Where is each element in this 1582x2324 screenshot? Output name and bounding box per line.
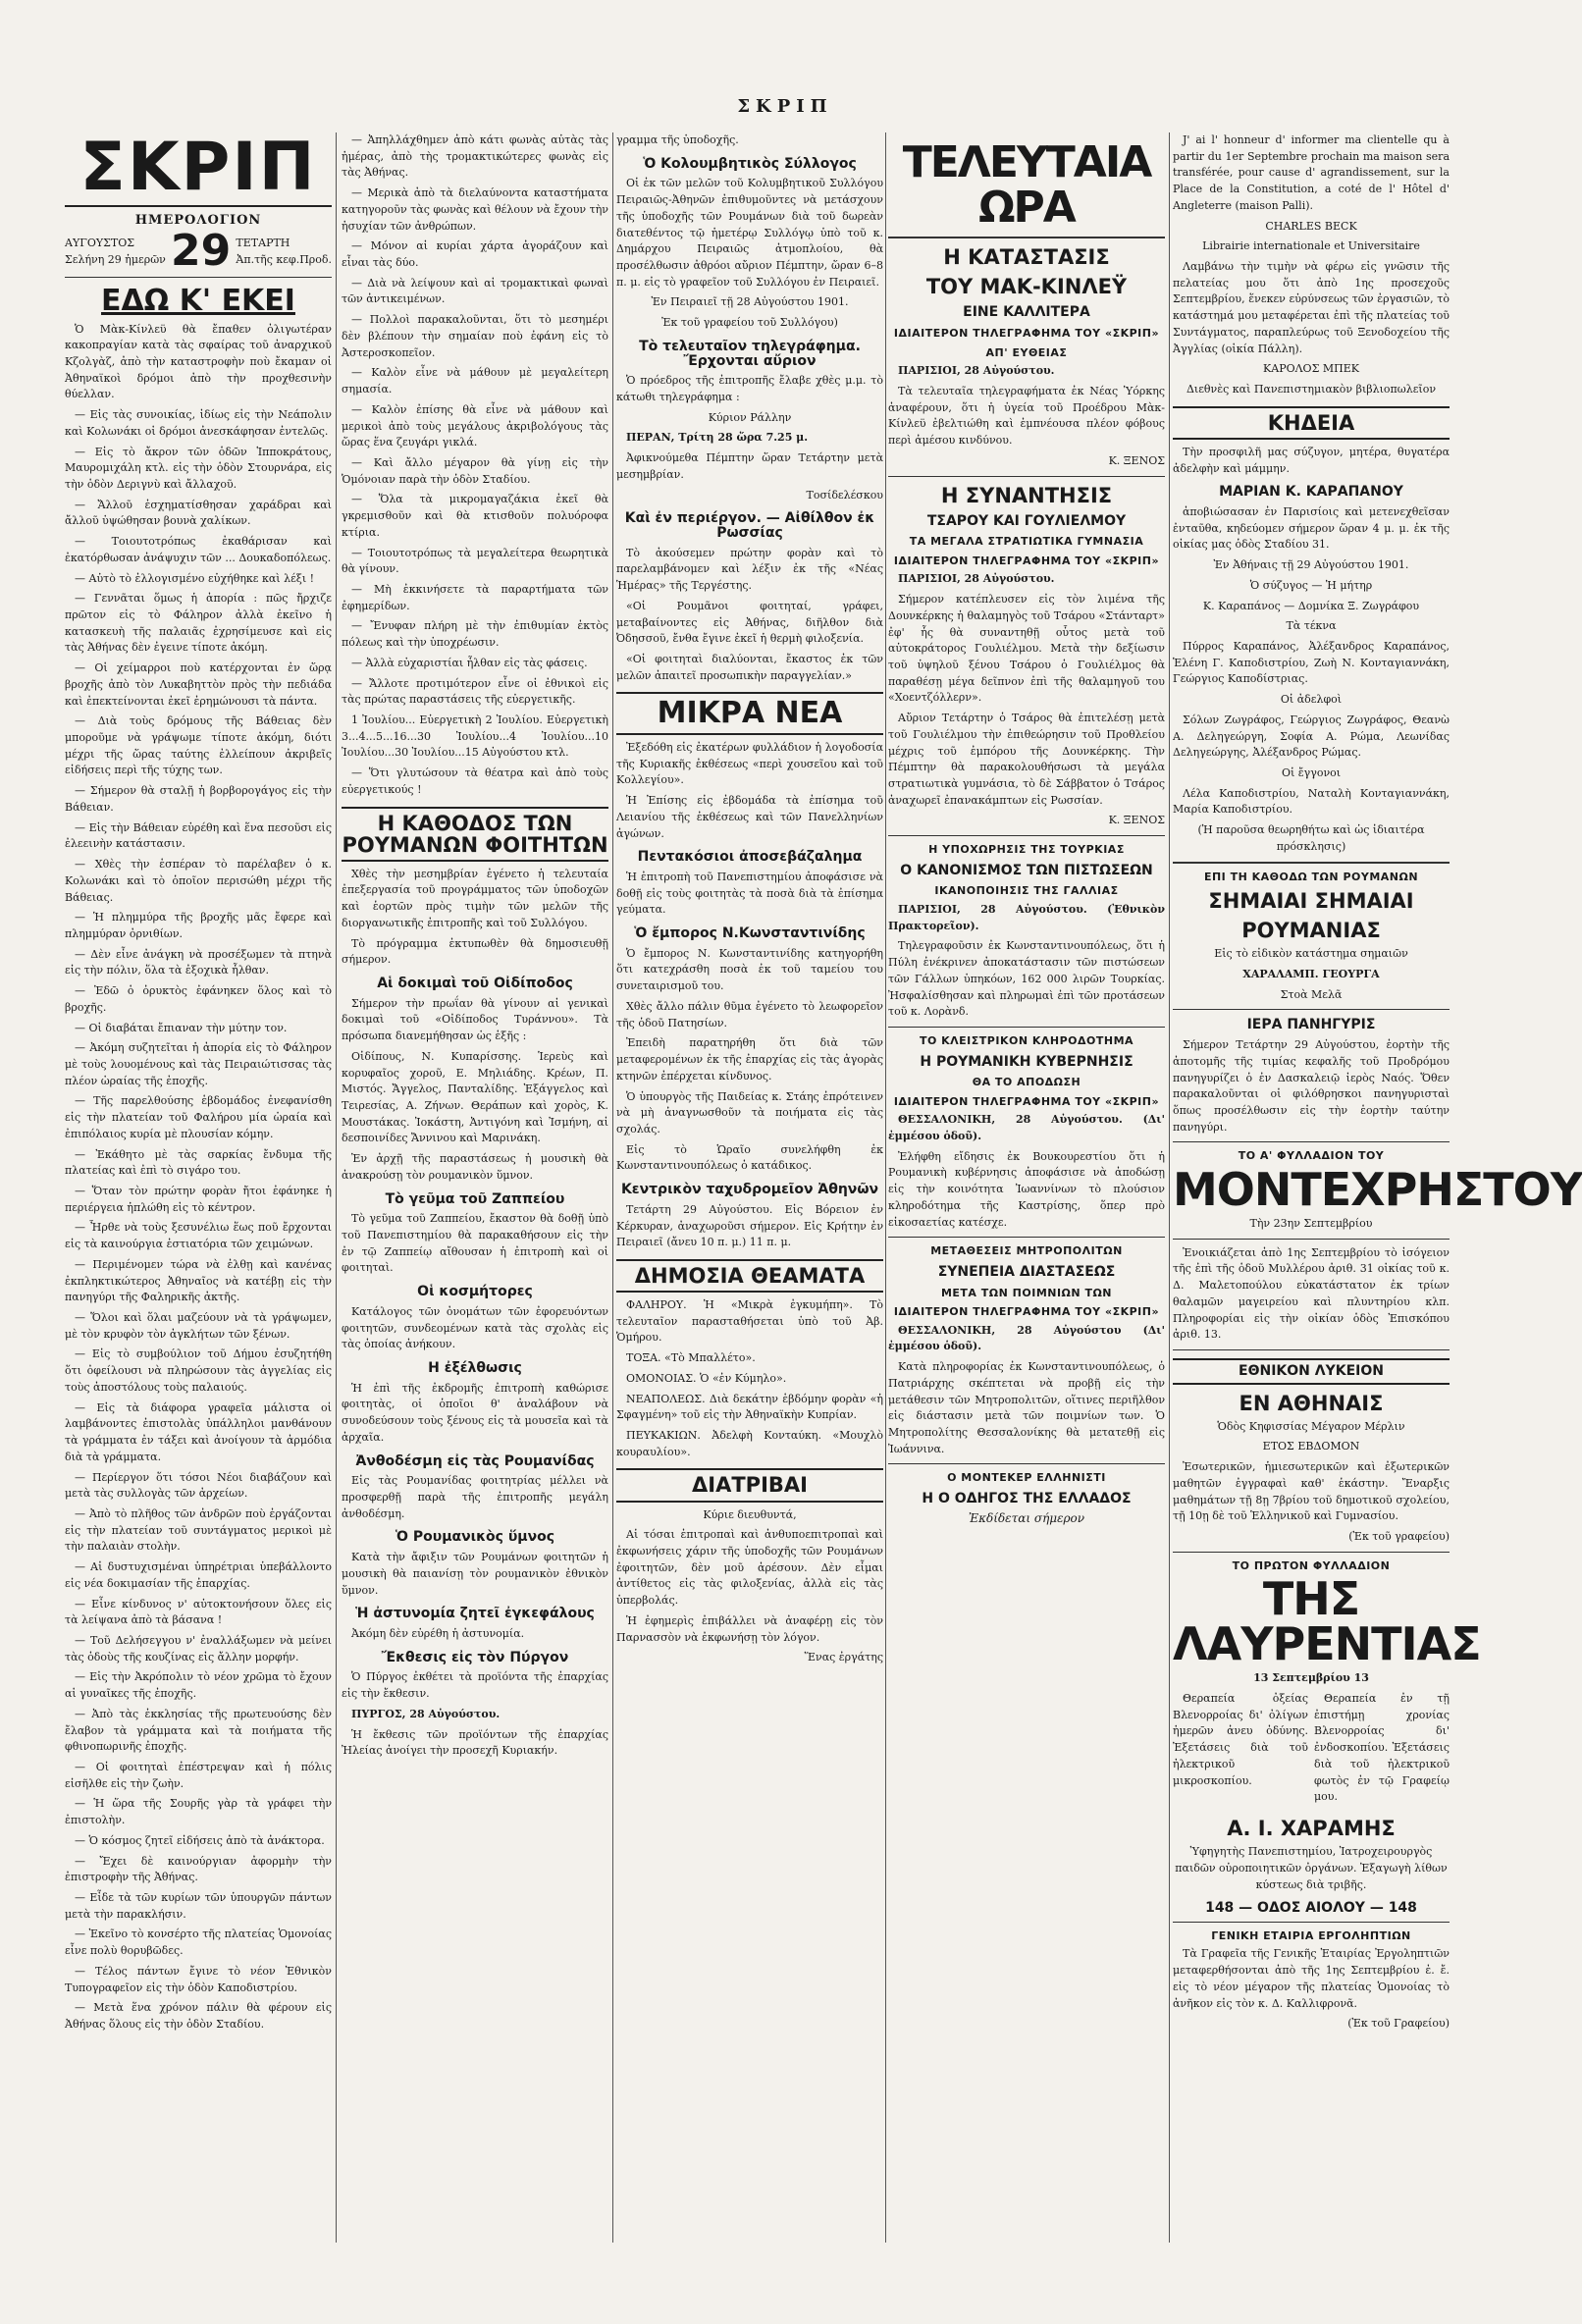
paragraph: Ἡ ἐφημερὶς ἐπιβάλλει νὰ ἀναφέρῃ εἰς τὸν Παρνασσὸν νὰ ἐκφωνήσῃ τὸν λόγον. (616, 1613, 883, 1644)
paragraph: Κύριον Ράλλην (708, 410, 792, 424)
paragraph: Ἀκόμη δὲν εὑρέθη ἡ ἀστυνομία. (351, 1626, 525, 1640)
paragraph: 1 Ἰουλίου... Εὐεργετικὴ 2 Ἰουλίου. Εὐεργετικὴ 3...4...5...16...30 Ἰουλίου...4 Ἰουλίου...10 Ἰουλίου...30 Ἰουλίου...15 Αὐγούστου κτλ. (342, 713, 608, 760)
paragraph: — Εἰς τὴν Βάθειαν εὑρέθη καὶ ἕνα πεσοῦσι εἰς ἐλεεινὴν κατάστασιν. (65, 820, 332, 851)
paragraph: — Περιμένομεν τώρα νὰ ἐλθῃ καὶ κανένας ἐκπληκτικώτερος Ἀθηναῖος νὰ κατέβῃ εἰς τὴν πανηγύρι τῆς Φαληρικῆς ἀκτῆς. (65, 1257, 332, 1304)
ad-signature: (Ἐκ τοῦ γραφείου) (1348, 1530, 1450, 1544)
rule (888, 1027, 1165, 1028)
ad-text: Στοὰ Μελᾶ (1280, 987, 1343, 1001)
paragraph: — Ἔχει δὲ καινούργιαν ἀφορμὴν τὴν ἐπιστροφὴν τῆς Ἀθήνας. (65, 1854, 332, 1884)
paragraph: — Ὅτι γλυτώσουν τὰ θέατρα καὶ ἀπὸ τοὺς εὐεργετικούς ! (342, 766, 608, 796)
paragraph: Τὸ γεῦμα τοῦ Ζαππείου, ἔκαστον θὰ δοθῇ ὑπὸ τοῦ Πανεπιστημίου θὰ παρακαθήσουν εἰς τὴν ἐν τῷ Ζαππείῳ αἴθουσαν ἡ ἐπιτροπὴ καὶ οἱ φοιτηταὶ. (342, 1212, 608, 1275)
article-heading: ΤΟΥ ΜΑΚ-ΚΙΝΛΕΫ (925, 275, 1128, 299)
funeral-date: Ἐν Ἀθήναις τῇ 29 Αὐγούστου 1901. (1213, 558, 1409, 572)
subheading: Τὸ τελευταῖον τηλεγράφημα. Ἔρχονται αὔριον (639, 338, 861, 369)
funeral-text: Οἱ ἀδελφοὶ (1280, 693, 1343, 707)
paragraph: — Οἱ διαβάται ἔπιαναν τὴν μύτην τον. (75, 1021, 288, 1034)
calendar-weekday: ΤΕΤΑΡΤΗ (236, 237, 290, 249)
paragraph: — Εἰς τὰς συνοικίας, ἰδίως εἰς τὴν Νεάπολιν καὶ Κολωνάκι οἱ δρόμοι ἀνεσκάφησαν ἐντελῶς. (65, 408, 332, 438)
signature: Κ. ΞΕΝΟΣ (1108, 453, 1165, 467)
ad-text: Ἐνοικιάζεται ἀπὸ 1ης Σεπτεμβρίου τὸ ἰσόγειον τῆς ἐπὶ τῆς ὁδοῦ Μυλλέρου ἀριθ. 31 οἰκίας τοῦ κ. Δ. Μαλετοπούλου εὐκατάστατον ἐκ τρίων θαλαμῶν μαγειρείου καὶ πλυντηρίου κλπ. Πληροφορίαι εἰς τὴν οἰκίαν ὁδὸς Ἐπισκόπου ἀριθ. 13. (1173, 1245, 1450, 1342)
paragraph: Ἐπειδὴ παρατηρήθη ὅτι διὰ τῶν μεταφερομένων ἐκ τῆς ἐπαρχίας εἰς τὰς ἀγορὰς κτηνῶν ἐπέρχεται κίνδυνος. (616, 1036, 883, 1083)
calendar-saint: Ἀπ.τῆς κεφ.Προδ. (236, 253, 332, 266)
paragraph: Ἐν ἀρχῇ τῆς παραστάσεως ἡ μουσικὴ θὰ ἀνακρούσῃ τὸν ρουμανικὸν ὕμνον. (342, 1152, 608, 1182)
subheading: Ἡ ἀστυνομία ζητεῖ ἐγκεφάλους (355, 1606, 595, 1622)
paragraph: — Εἰς τὸ ἄκρον τῶν ὁδῶν Ἱπποκράτους, Μαυρομιχάλη κτλ. εἰς τὴν ὁδὸν Στουρνάρα, εἰς τὴν ὁδὸν Δεριγνὺ καὶ ἄλλαχοῦ. (65, 445, 332, 491)
paragraph: — Ἀπηλλάχθημεν ἀπὸ κάτι φωνὰς αὐτὰς τὰς ἡμέρας, ἀπὸ τὴς τρομακτικώτερες φωνὰς εἰς τὰς Ἀθήνας. (342, 133, 608, 180)
ad-heading: ΤΟ ΠΡΩΤΟΝ ΦΥΛΛΑΔΙΟΝ (1232, 1558, 1391, 1572)
ad-text: Τὰ Γραφεῖα τῆς Γενικῆς Ἑταιρίας Ἐργοληπτιῶν μεταφερθήσονται ἀπὸ τῆς 1ης Σεπτεμβρίου ἐ. ἔ. εἰς τὸ νέον μέγαρον τῆς πλατείας Ὁμονοίας τὸ ἀνῆκον εἰς τὸν κ. Δ. Καλλιφρονᾶ. (1173, 1947, 1450, 2010)
ad-text: ΧΑΡΑΛΑΜΠ. ΓΕΟΥΡΓΑ (1242, 967, 1380, 980)
funeral-text: (Ἡ παροῦσα θεωρηθήτω καὶ ὡς ἰδιαιτέρα πρόσκλησις) (1197, 823, 1425, 853)
paragraph: — Περίεργον ὅτι τόσοι Νέοι διαβάζουν καὶ μετὰ τὰς συλλογὰς τῶν ἀρχείων. (65, 1470, 332, 1501)
rule (888, 476, 1165, 477)
paragraph: — Μὴ ἐκκινήσετε τὰ παραρτήματα τῶν ἐφημερίδων. (342, 582, 608, 612)
article-heading: ΜΙΚΡΑ ΝΕΑ (616, 692, 883, 735)
ad-text: Σήμερον Τετάρτην 29 Αὐγούστου, ἑορτὴν τῆς ἀποτομῆς τῆς τιμίας κεφαλῆς τοῦ Προδρόμου πανηγυρίζει ὁ ἐν Δασκαλειῷ ἱερὸς Ναός. Ὅθεν παρακαλοῦνται οἱ φιλόθρησκοι πανηγυρισταὶ ὅπως προσέλθωσιν εἰς τὴν ἑορτὴν ταύτην πανηγύρι. (1173, 1038, 1450, 1134)
paragraph: — Ὅταν τὸν πρώτην φορὰν ἤτοι ἐφάνηκε ἡ περιέργεια ἠπλώθη εἰς τὸ κέντρον. (65, 1185, 332, 1214)
funeral-text: Ὁ σύζυγος — Ἡ μήτηρ (1249, 578, 1373, 592)
calendar-moon: Σελήνη 29 ἡμερῶν (65, 253, 166, 266)
article-heading: Η ΥΠΟΧΩΡΗΣΙΣ ΤΗΣ ΤΟΥΡΚΙΑΣ (928, 843, 1125, 857)
ad-text: Ὑφηγητὴς Πανεπιστημίου, Ἰατροχειρουργὸς παιδῶν οὐροποιητικῶν ὀργάνων. Ἐξαγωγὴ λίθων κύστεως διὰ τριβῆς. (1175, 1845, 1448, 1891)
ad-text: Θεραπεία ἐν τῇ ἐπιστήμῃ χρονίας Βλενορροίας δι' ἐνδοσκοπίου. Ἐξετάσεις διὰ τοῦ ἠλεκτρικοῦ φωτὸς ἐν τῷ Γραφείῳ μου. (1314, 1692, 1450, 1804)
article-heading: ΜΕΤΑΘΕΣΕΙΣ ΜΗΤΡΟΠΟΛΙΤΩΝ (930, 1244, 1123, 1258)
column-rule (1169, 132, 1170, 2243)
ad-two-column (1173, 1691, 1450, 1810)
section-heading: ΤΕΛΕΥΤΑΙΑ ΩΡΑ (902, 137, 1151, 234)
rule (1173, 1349, 1450, 1350)
paragraph: Κατάλογος τῶν ὀνομάτων τῶν ἐφορευόντων φοιτητῶν, συνδεομένων κατὰ τὰς σχολὰς εἰς τὰς ὁποίας ἀνήκουν. (342, 1304, 608, 1351)
paragraph: — Μερικὰ ἀπὸ τὰ διελαύνοντα καταστήματα κατηγοροῦν τὰς φωνὰς καὶ θέλουν νὰ ἔχουν τὴν ἡσυχίαν τῶν ἀνθρώπων. (342, 186, 608, 233)
ad-signature: (Ἐκ τοῦ Γραφείου) (1347, 2017, 1450, 2031)
article-heading: Η ΚΑΘΟΔΟΣ ΤΩΝ ΡΟΥΜΑΝΩΝ ΦΟΙΤΗΤΩΝ (342, 807, 608, 862)
funeral-text: Τὰ τέκνα (1286, 619, 1337, 633)
subheading: Ὁ Κολουμβητικὸς Σύλλογος (643, 155, 857, 172)
ad-heading: ΣΗΜΑΙΑΙ ΣΗΜΑΙΑΙ (1208, 889, 1414, 914)
paragraph: Ἡ ἐπὶ τῆς ἐκδρομῆς ἐπιτροπὴ καθώρισε φοιτητὰς, οἱ ὁποῖοι θ' ἀναλάβουν νὰ συνοδεύσουν τοὺς ξένους εἰς τὰ μουσεῖα καὶ τὰ ἀρχαῖα. (342, 1381, 608, 1444)
signature: Ἕνας ἐργάτης (804, 1651, 883, 1664)
rule (1173, 1009, 1450, 1010)
telegram-label: ΑΠ' ΕΥΘΕΙΑΣ (985, 345, 1068, 359)
article-heading: ΘΑ ΤΟ ΑΠΟΔΩΣΗ (972, 1076, 1081, 1089)
funeral-name: ΜΑΡΙΑΝ Κ. ΚΑΡΑΠΑΝΟΥ (1219, 484, 1403, 501)
funeral-text: Σόλων Ζωγράφος, Γεώργιος Ζωγράφος, Θεανὼ Α. Δεληγεώργη, Σοφία Α. Ρώμα, Λεωνίδας Δεληγεώργης, Ἀλέξανδρος Ρώμας. (1173, 713, 1450, 760)
rule (1173, 1141, 1450, 1142)
article-heading: ΜΕΤΑ ΤΩΝ ΠΟΙΜΝΙΩΝ ΤΩΝ (940, 1286, 1113, 1299)
telegram-label: ΙΔΙΑΙΤΕΡΟΝ ΤΗΛΕΓΡΑΦΗΜΑ ΤΟΥ «ΣΚΡΙΠ» (893, 554, 1160, 567)
paragraph: Χθὲς ἄλλο πάλιν θῦμα ἐγένετο τὸ λεωφορεῖον τῆς ὁδοῦ Πατησίων. (616, 999, 883, 1030)
notice-signature: Διεθνὲς καὶ Πανεπιστημιακὸν βιβλιοπωλεῖον (1186, 383, 1437, 396)
funeral-text: Οἱ ἔγγονοι (1281, 766, 1342, 780)
calendar-month: ΑΥΓΟΥΣΤΟΣ (65, 237, 135, 249)
ad-heading: ΙΕΡΑ ΠΑΝΗΓΥΡΙΣ (1246, 1017, 1376, 1033)
paragraph: — Δὲν εἶνε ἀνάγκη νὰ προσέξωμεν τὰ πτηνὰ εἰς τὴν πόλιν, ὅλα τὰ ἐξοχικὰ ἦλθαν. (65, 947, 332, 977)
paragraph: — Αἱ δυστυχισμέναι ὑπηρέτριαι ὑπεβάλλοντο εἰς νέα δοκιμασίαν τῆς ἐπαρχίας. (65, 1560, 332, 1590)
paragraph: — Χθὲς τὴν ἑσπέραν τὸ παρέλαβεν ὁ κ. Κολωνάκι καὶ τὸ ὁποῖον περισώθη μέχρι τῆς Βάθειας. (65, 858, 332, 904)
paragraph: γραμμα τῆς ὑποδοχῆς. (616, 133, 739, 146)
paragraph: Ἡ ἔκθεσις τῶν προϊόντων τῆς ἐπαρχίας Ἠλείας ἀνοίγει τὴν προσεχῆ Κυριακήν. (342, 1727, 608, 1758)
ad-heading: ΕΘΝΙΚΟΝ ΛΥΚΕΙΟΝ (1173, 1358, 1450, 1385)
masthead: ΣΚΡΙΠ (65, 134, 332, 207)
column-rule (885, 132, 886, 2243)
telegram-label: ΙΔΙΑΙΤΕΡΟΝ ΤΗΛΕΓΡΑΦΗΜΑ ΤΟΥ «ΣΚΡΙΠ» (893, 1305, 1160, 1319)
dateline: ΠΥΡΓΟΣ, 28 Αὐγούστου. (351, 1707, 501, 1720)
dateline: ΘΕΣΣΑΛΟΝΙΚΗ, 28 Αὐγούστου. (Δι' ἐμμέσου ὁδοῦ). (888, 1113, 1165, 1143)
article-heading: ΤΟ ΚΛΕΙΣΤΡΙΚΟΝ ΚΛΗΡΟΔΟΤΗΜΑ (919, 1033, 1134, 1047)
notice-greek: Λαμβάνω τὴν τιμὴν νὰ φέρω εἰς γνῶσιν τῆς πελατείας μου ὅτι ἀπὸ 1ης προσεχοῦς Σεπτεμβρίου, ἕνεκεν εὐρύνσεως τῶν ἐργασιῶν, τὸ κατάστημά μου μεταφέρεται ἐπὶ τῆς πλατείας τοῦ Συντάγματος, παραπλεύρως τοῦ Ξενοδοχείου τῆς Ἀγγλίας (οἰκία Πάλλη). (1173, 260, 1450, 355)
paragraph: — Εἰς τὸ συμβούλιον τοῦ Δήμου ἐσυζητήθη ὅτι ὀφείλουσι νὰ πληρώσουν τὰς ἀγγελίας εἰς τοὺς ἀποστόλους τοὺς παλαιούς. (65, 1347, 332, 1394)
paragraph: — Καλὸν ἐπίσης θὰ εἶνε νὰ μάθουν καὶ μερικοὶ ἀπὸ τοὺς μεγάλους ἀκριβολόγους τὰς ὥρας ἕνα ζευγάρι γικλά. (342, 402, 608, 449)
paragraph: — Ἄλλοῦ ἐσχηματίσθησαν χαράδραι καὶ ἄλλοῦ ὑψώθησαν βουνὰ χαλίκων. (65, 498, 332, 528)
notice-french: J' ai l' honneur d' informer ma clientelle qu à partir du 1er Septembre prochain ma maison sera transférée, pour cause d' agrandissement, sur la Place de la Constitution, a coté de l' Hôtel d' Angleterre (maison Palli). (1173, 133, 1450, 212)
subheading: Ἀνθοδέσμη εἰς τὰς Ρουμανίδας (355, 1452, 595, 1469)
funeral-text: Πύρρος Καραπάνος, Ἀλέξανδρος Καραπάνος, Ἑλένη Γ. Καποδιστρίου, Ζωὴ Ν. Κονταγιαννάκη, Γεώργιος Καποδίστριας. (1173, 639, 1450, 686)
column-1 (65, 129, 332, 2037)
notice-signature: ΚΑΡΟΛΟΣ ΜΠΕΚ (1263, 362, 1359, 376)
funeral-heading: ΚΗΔΕΙΑ (1173, 406, 1450, 440)
funeral-text: Τὴν προσφιλῆ μας σύζυγον, μητέρα, θυγατέρα ἀδελφὴν καὶ μάμμην. (1173, 445, 1450, 475)
article-heading: Ο ΚΑΝΟΝΙΣΜΟΣ ΤΩΝ ΠΙΣΤΩΣΕΩΝ (900, 862, 1153, 878)
paragraph: — Γεννᾶται ὅμως ἡ ἀπορία : πῶς ἤρχιζε πρῶτον εἰς τὸ Φάληρον ἀλλὰ ἐκεῖνο ἡ κατασκευὴ τῆς παλαιᾶς ἐχρησίμευσε καὶ εἰς τὰς Ἀθήνας δὲν ἐγεινε τίποτε ἀκόμη. (65, 592, 332, 655)
article-heading: Η ΚΑΤΑΣΤΑΣΙΣ (943, 245, 1110, 270)
paragraph: — Τοιουτοτρόπως ἐκαθάρισαν καὶ ἐκατόρθωσαν ἀνάψυχιν τῶν ... Δουκαδοπόλεως. (65, 535, 332, 564)
article-heading: Η ΣΥΝΑΝΤΗΣΙΣ (940, 483, 1113, 507)
paragraph: — Σήμερον θὰ σταλῇ ἡ βορβορογάγος εἰς τὴν Βάθειαν. (65, 784, 332, 814)
column-3 (616, 132, 883, 1670)
article-heading: Η ΡΟΥΜΑΝΙΚΗ ΚΥΒΕΡΝΗΣΙΣ (920, 1053, 1134, 1070)
paragraph: Ὁ πρόεδρος τῆς ἐπιτροπῆς ἔλαβε χθὲς μ.μ. τὸ κάτωθι τηλεγράφημα : (616, 374, 883, 403)
signature: Κ. ΞΕΝΟΣ (1108, 814, 1165, 827)
subheading: Η ἐξέλθωσις (428, 1360, 522, 1376)
paragraph: Σήμερον κατέπλευσεν εἰς τὸν λιμένα τῆς Δουνκέρκης ἡ θαλαμηγὸς τοῦ Τσάρου «Στάνταρτ» ἐφ' ἧς θὰ συναντηθῇ οὗτος μετὰ τοῦ αὐτοκράτορος Γουλιέλμου. Μετὰ τὴν δεξίωσιν τοῦ ὑψηλοῦ ξένου Τσάρου ὁ Γουλιέλμος θὰ παραθέσῃ μέγα δεῖπνον ἐπὶ τῆς θαλαμηγοῦ του «Χοεντζόλλερν». (888, 593, 1165, 705)
signature: Ἐκ τοῦ γραφείου τοῦ Συλλόγου) (661, 316, 838, 330)
rule (1173, 1922, 1450, 1923)
paragraph: Οἰδίπους, Ν. Κυπαρίσσης. Ἱερεὺς καὶ κορυφαῖος χοροῦ, Ε. Μηλιάδης. Κρέων, Π. Μιστός. Ἄγγελος, Πανταλίδης. Ἐξάγγελος καὶ Τειρεσίας, Α. Ζήνων. Θεράπων καὶ χορὸς, Κ. Μουστάκας. Ἰοκάστη, Ἀντιγόνη καὶ Ἰσμήνη, αἱ δεσποινίδες Ἄννινου καὶ Μαρινάκη. (342, 1049, 608, 1145)
rule (888, 237, 1165, 238)
paragraph: Ὁ Πύργος ἐκθέτει τὰ προϊόντα τῆς ἐπαρχίας εἰς τὴν ἔκθεσιν. (342, 1670, 608, 1701)
subheading: Ὁ ἔμπορος Ν.Κωνσταντινίδης (634, 925, 866, 942)
ad-heading: ΕΠΙ ΤΗ ΚΑΘΟΔΩ ΤΩΝ ΡΟΥΜΑΝΩΝ (1203, 870, 1419, 883)
paragraph: — Διὰ τοὺς δρόμους τῆς Βάθειας δὲν μποροῦμε νὰ γράψωμε τίποτε ἀκόμη, διότι μέχρι τῆς ὥρας ταύτης ἐλλείπουν ἀκριβεῖς εἰδήσεις περὶ τῆς τύχης των. (65, 714, 332, 777)
ad-heading-large: ΤΗΣ ΛΑΥΡΕΝΤΙΑΣ (1173, 1572, 1481, 1671)
paragraph: Εἰς τὰς Ρουμανίδας φοιτητρίας μέλλει νὰ προσφερθῇ παρὰ τῆς ἐπιτροπῆς μεγάλη ἀνθοδέσμη. (342, 1474, 608, 1520)
ad-text: Ἐσωτερικῶν, ἡμιεσωτερικῶν καὶ ἐξωτερικῶν μαθητῶν ἐγγραφαὶ καθ' ἑκάστην. Ἔναρξις μαθημάτων τῇ 8ῃ 7βρίου τοῦ δημοτικοῦ σχολείου, τῇ 10ῃ δὲ τοῦ Ἑλληνικοῦ καὶ Γυμνασίου. (1173, 1460, 1450, 1523)
paragraph: Ἡ Ἐπίσης εἰς ἐβδομάδα τὰ ἐπίσημα τοῦ Λειανίου τῆς ἐκθέσεως καὶ τῶν Πανελληνίων ἀγώνων. (616, 794, 883, 840)
article-heading: ΙΚΑΝΟΠΟΙΗΣΙΣ ΤΗΣ ΓΑΛΛΙΑΣ (934, 884, 1119, 898)
calendar-title: ΗΜΕΡΟΛΟΓΙΟΝ (134, 213, 262, 228)
signature: Τοσίδελέσκου (806, 488, 883, 502)
paragraph: Τηλεγραφοῦσιν ἐκ Κωνσταντινουπόλεως, ὅτι ἡ Πύλη ἐνέκρινεν ἀποκατάστασιν τῶν πιστώσεων τῶν Γάλλων ὑπηκόων, 162 000 λιρῶν Τουρκίας. Ἠσφαλίσθησαν καὶ πληρωμαὶ ἐπὶ τῶν προτάσεων τοῦ κ. Λορὰνδ. (888, 939, 1165, 1019)
paragraph: — Ἀκόμη συζητεῖται ἡ ἀπορία εἰς τὸ Φάληρον μὲ τοὺς λουομένους καὶ τὰς Πειραιώτισσας τὰς πλέον ὡραίας τῆς ἐποχῆς. (65, 1041, 332, 1087)
paragraph: Ἐλήφθη εἴδησις ἐκ Βουκουρεστίου ὅτι ἡ Ρουμανικὴ κυβέρνησις ἀποφάσισε νὰ ἀποδώσῃ εἰς τὴν κοινότητα Ἰωαννίνων τὸ πλούσιον κληροδότημα τῆς Καστρίσης, ὅπερ πρὸ εἰκοσαετίας κατέσχε. (888, 1149, 1165, 1229)
subheading: Τὸ γεῦμα τοῦ Ζαππείου (385, 1190, 565, 1207)
telegram-label: ΙΔΙΑΙΤΕΡΟΝ ΤΗΛΕΓΡΑΦΗΜΑ ΤΟΥ «ΣΚΡΙΠ» (893, 327, 1160, 341)
article-heading: ΤΣΑΡΟΥ ΚΑΙ ΓΟΥΛΙΕΛΜΟΥ (926, 512, 1127, 529)
paragraph: Κατὰ πληροφορίας ἐκ Κωνσταντινουπόλεως, ὁ Πατριάρχης σκέπτεται νὰ προβῇ εἰς τὴν μετάθεσιν τῶν Μητροπολιτῶν, οἵτινες περιῆλθον εἰς διάστασιν μετὰ τῶν ποιμνίων των. Ὁ Μητροπολίτης Θεσσαλονίκης θὰ μετατεθῇ εἰς Ἰωάννινα. (888, 1360, 1165, 1455)
ad-text: Ὁδὸς Κηφισσίας Μέγαρον Μέρλιν (1217, 1419, 1405, 1433)
paragraph: Ὁ Μὰκ-Κίνλεϋ θὰ ἔπαθεν ὀλιγωτέραν κακοπραγίαν κατὰ τὰς σφαίρας τοῦ ἀναρχικοῦ Κζολγὰζ, ἀπὸ τὴν καταστροφὴν ποὺ ἔκαμαν οἱ Ἀθηναϊκοὶ δρόμοι ἀπὸ τὴν προχθεσινὴν θύελλαν. (65, 322, 332, 401)
paragraph: ΦΑΛΗΡΟΥ. Ἡ «Μικρὰ ἐγκυμήπη». Τὸ τελευταῖον παρασταθήσεται ὑπὸ τοῦ Ἀβ. Ὁμήρου. (616, 1297, 883, 1345)
paragraph: Τὸ πρόγραμμα ἐκτυπωθὲν θὰ δημοσιευθῇ σήμερον. (342, 936, 608, 967)
paragraph: — Ἔνυφαν πλήρη μὲ τὴν ἐπιθυμίαν ἐκτὸς πόλεως καὶ τὴν ὑποχρέωσιν. (342, 619, 608, 650)
paragraph: ΝΕΑΠΟΛΕΩΣ. Διὰ δεκάτην ἑβδόμην φορὰν «ἡ Σφαγμένη» τοῦ εἰς τὴν Ἀθηναϊκὴν Κυπρίαν. (616, 1392, 883, 1422)
paragraph: — Καὶ ἄλλο μέγαρον θὰ γίνῃ εἰς τὴν Ὁμόνοιαν παρὰ τὴν ὁδὸν Σταδίου. (342, 455, 608, 486)
subheading: Καὶ ἐν περιέργον. — Αἰθίλθον ἐκ Ρωσσίας (624, 510, 875, 541)
paragraph: — Τοιουτοτρόπως τὰ μεγαλείτερα θεωρητικὰ θὰ γίνουν. (342, 546, 608, 576)
notice-signature: CHARLES BECK (1265, 219, 1357, 233)
calendar-day: 29 (171, 226, 232, 276)
paragraph: Αἱ τόσαι ἐπιτροπαὶ καὶ ἀνθυποεπιτροπαὶ καὶ ἐκφωνήσεις χάριν τῆς ὑποδοχῆς τῶν Ρουμάνων ἐφοιτητῶν, δὲν μοῦ ἀρέσουν. Δὲν εἶμαι ἀντίθετος εἰς τὰς φιλοξενίας, ἀλλὰ εἰς τὰς ὑπερβολάς. (616, 1528, 883, 1608)
paragraph: Τὸ ἀκούσεμεν πρώτην φορὰν καὶ τὸ παρελαμβάνομεν καὶ λέξιν ἐκ τῆς «Νέας Ἡμέρας» τῆς Τεργέστης. (616, 546, 883, 593)
paragraph: — Ἀπὸ τὸ πλῆθος τῶν ἀνδρῶν ποὺ ἐργάζονται εἰς τὴν πλατείαν τοῦ συντάγματος μερικοὶ μὲ τὴν παλαιὰν στολὴν. (65, 1506, 332, 1554)
paragraph: Οἱ ἐκ τῶν μελῶν τοῦ Κολυμβητικοῦ Συλλόγου Πειραιῶς-Ἀθηνῶν ἐπιθυμοῦντες νὰ μετάσχουν τῆς ὑποδοχῆς τῶν Ρουμάνων διὰ τοῦ δωρεὰν διατεθέντος τῷ ἡμετέρῳ Συλλόγῳ ὑπὸ τοῦ κ. Δημάρχου Πειραιῶς ἀτμοπλοίου, θὰ προσέλθωσιν ἀθρόοι αὔριον Πέμπτην, ὥραν 6–8 π. μ. εἰς τὸ γραφεῖον τοῦ Συλλόγου ἐν Πειραιεῖ. (616, 177, 883, 289)
paragraph: Κατὰ τὴν ἄφιξιν τῶν Ρουμάνων φοιτητῶν ἡ μουσικὴ θὰ παιανίσῃ τὸν ρουμανικὸν ἐθνικὸν ὕμνον. (342, 1551, 608, 1597)
paragraph: Ὁ ὑπουργὸς τῆς Παιδείας κ. Στάης ἐπρότεινεν νὰ μὴ ἀναγνωσθοῦν τὰ ποιήματα εἰς τὰς σχολάς. (616, 1089, 883, 1136)
ad-text: Εἰς τὸ εἰδικὸν κατάστημα σημαιῶν (1214, 947, 1408, 961)
article-heading: Ο ΜΟΝΤΕΚΕΡ ΕΛΛΗΝΙΣΤΙ (947, 1471, 1106, 1485)
ad-text: ΕΤΟΣ ΕΒΔΟΜΟΝ (1262, 1440, 1360, 1453)
paragraph: «Οἱ Ρουμᾶνοι φοιτηταί, γράφει, μεταβαίνοντες εἰς Ἀθήνας, διῆλθον διὰ Ὀδησσοῦ, ἔνθα ἔγινε ἐκεῖ ἡ θερμὴ φιλοξενία. (616, 599, 883, 646)
column-rule (612, 132, 613, 2243)
paragraph: — Εἶδε τὰ τῶν κυρίων τῶν ὑπουργῶν πάντων μετὰ τὴν παρακλήσιν. (65, 1891, 332, 1921)
paragraph: — Ἐκεῖνο τὸ κονσέρτο τῆς πλατείας Ὁμονοίας εἶνε πολὺ θορυβῶδες. (65, 1928, 332, 1958)
paragraph: — Πολλοὶ παρακαλοῦνται, ὅτι τὸ μεσημέρι δὲν βλέπουν τὴν σημαίαν ποὺ ἐφάνη εἰς τὸ Ἀστεροσκοπεῖον. (342, 313, 608, 359)
paragraph: — Ἀλλὰ εὐχαριστίαι ἦλθαν εἰς τὰς φάσεις. (351, 656, 588, 669)
paragraph: — Ἦρθε νὰ τοὺς ξεσυνέλιω ἕως ποῦ ἔρχονται εἰς τὰ καινούργια ἐστιατόρια τῶν χειμώνων. (65, 1221, 332, 1251)
paragraph: — Εἰς τὴν Ἀκρόπολιν τὸ νέον χρῶμα τὸ ἔχουν αἱ γυναῖκες τῆς ἐποχῆς. (65, 1670, 332, 1701)
subheading: Κεντρικὸν ταχυδρομεῖον Ἀθηνῶν (620, 1182, 879, 1198)
ad-heading: ΓΕΝΙΚΗ ΕΤΑΙΡΙΑ ΕΡΓΟΛΗΠΤΙΩΝ (1211, 1928, 1411, 1942)
paragraph: ΟΜΟΝΟΙΑΣ. Ὁ «ἐν Κύμηλο». (626, 1371, 787, 1385)
dateline: ΠΑΡΙΣΙΟΙ, 28 Αὐγούστου. (Ἐθνικὸν Πρακτορεῖον). (888, 902, 1165, 932)
paragraph: — Καλὸν εἶνε νὰ μάθουν μὲ μεγαλείτερη σημασία. (342, 366, 608, 396)
dateline: ΠΑΡΙΣΙΟΙ, 28 Αὐγούστου. (898, 364, 1055, 378)
paragraph: ΠΕΥΚΑΚΙΩΝ. Ἀδελφὴ Κονταύκη. «Μουχλὸ κουραυλίου». (616, 1429, 883, 1458)
column-4 (888, 132, 1165, 1528)
paragraph: — Ἡ πλημμύρα τῆς βροχῆς μᾶς ἔφερε καὶ πλημμύραν ὀρνιθίων. (65, 911, 332, 940)
column-rule (336, 132, 337, 2243)
paragraph: — Μόνον αἱ κυρίαι χάρτα ἀγοράζουν καὶ εἶναι τὰς δύο. (342, 239, 608, 270)
dateline: ΠΕΡΑΝ, Τρίτη 28 ὥρα 7.25 μ. (626, 431, 809, 445)
paragraph: — Τοῦ Δελήσεγγου ν' ἐναλλάξωμεν νὰ μείνει τὰς ὁδοὺς τῆς κουζίνας εἰς ἄλλην μορφήν. (65, 1633, 332, 1664)
article-heading: Η Ο ΟΔΗΓΟΣ ΤΗΣ ΕΛΛΑΔΟΣ (922, 1490, 1132, 1506)
paragraph: — Ἐδῶ ὁ ὀρυκτὸς ἐφάνηκεν ὅλος καὶ τὸ βροχῆς. (65, 984, 332, 1014)
paragraph: — Οἱ χείμαρροι ποὺ κατέρχονται ἐν ὥρᾳ βροχῆς ἀπὸ τὸν Λυκαβηττὸν πρὸς τὴν πεδιάδα καὶ ἐπεκτείνονται ἐκεῖ ἐρημώνουσι τὰ πάντα. (65, 661, 332, 708)
article-heading: ΣΥΝΕΠΕΙΑ ΔΙΑΣΤΑΣΕΩΣ (937, 1263, 1116, 1280)
ad-heading-large: ΜΟΝΤΕΧΡΗΣΤΟΥ (1173, 1162, 1582, 1216)
paragraph: Ἐξεδόθη εἰς ἐκατέρων φυλλάδιον ἡ λογοδοσία τῆς Κυριακῆς ἐκθέσεως «περὶ χουσεῖου καὶ τοῦ Κολλεγίου». (616, 740, 883, 787)
paragraph: — Εἶνε κίνδυνος ν' αὐτοκτονήσουν ὅλες εἰς τὰ λείψανα ἀπὸ τὰ βάσανα ! (65, 1597, 332, 1627)
ad-heading: ΡΟΥΜΑΝΙΑΣ (1241, 919, 1381, 943)
ad-text: Τὴν 23ην Σεπτεμβρίου (1249, 1216, 1373, 1230)
paragraph: — Μετὰ ἕνα χρόνον πάλιν θὰ φέρουν εἰς Ἀθήνας ὅλους εἰς τὴν ὁδὸν Σταδίου. (65, 2001, 332, 2032)
rule (1173, 1552, 1450, 1553)
subheading: Αἱ δοκιμαὶ τοῦ Οἰδίποδος (377, 976, 573, 991)
ad-heading: Α. Ι. ΧΑΡΑΜΗΣ (1227, 1817, 1396, 1841)
paragraph: — Ὅλα τὰ μικρομαγαζάκια ἐκεῖ θὰ γκρεμισθοῦν καὶ θὰ κτισθοῦν πολυόροφα κτίρια. (342, 493, 608, 539)
paragraph: Ὁ ἔμπορος Ν. Κωνσταντινίδης κατηγορήθη ὅτι κατεχράσθη ποσὰ ἐκ τοῦ ταμείου του συνεταιρισμοῦ του. (616, 946, 883, 993)
subheading: Οἱ κοσμήτορες (417, 1284, 533, 1300)
section-heading: ΕΔΩ Κ' ΕΚΕΙ (101, 284, 295, 318)
column-2 (342, 132, 608, 1764)
article-heading: ΤΑ ΜΕΓΑΛΑ ΣΤΡΑΤΙΩΤΙΚΑ ΓΥΜΝΑΣΙΑ (909, 535, 1144, 549)
paragraph: — Ὅλοι καὶ ὅλαι μαζεύουν νὰ τὰ γράψωμεν, μὲ τὸν κρυφὸν τὸν ἀγκλήτων τῶν ξένων. (65, 1311, 332, 1341)
funeral-text: ἀποβιώσασαν ἐν Παρισίοις καὶ μετενεχθεῖσαν ἐνταῦθα, κηδεύομεν σήμερον ὥραν 4 μ. μ. ἐκ τῆς οἰκίας μας ὁδὸς Σταδίου 31. (1173, 504, 1450, 552)
article-heading: ΔΗΜΟΣΙΑ ΘΕΑΜΑΤΑ (616, 1259, 883, 1293)
article-subtitle: Ἐκδίδεται σήμερον (968, 1510, 1085, 1525)
column-5 (1173, 132, 1582, 2036)
paragraph: «Οἱ φοιτηταὶ διαλύονται, ἔκαστος ἐκ τῶν μελῶν ἀπαιτεῖ προσωπικὴν παραγγελίαν.» (616, 652, 883, 682)
paragraph: Χθὲς τὴν μεσημβρίαν ἐγένετο ἡ τελευταία ἐπεξεργασία τοῦ προγράμματος τῶν ὑποδοχῶν καὶ ἑορτῶν πρὸς τιμὴν τῶν μελῶν τῆς διοργανωτικῆς ἐπιτροπῆς καὶ τοῦ Συλλόγου. (342, 867, 608, 929)
paragraph: — Ἡ ὥρα τῆς Σουρῆς γὰρ τὰ γράφει τὴν ἐπιστολὴν. (65, 1797, 332, 1827)
funeral-text: Κ. Καραπάνος — Δομνίκα Ξ. Ζωγράφου (1202, 599, 1420, 612)
telegram-label: ΙΔΙΑΙΤΕΡΟΝ ΤΗΛΕΓΡΑΦΗΜΑ ΤΟΥ «ΣΚΡΙΠ» (893, 1094, 1160, 1108)
paragraph: — Ἄλλοτε προτιμότερον εἶνε οἱ ἐθνικοὶ εἰς τὰς πρώτας παραστάσεις τῆς εὐεργετικῆς. (342, 676, 608, 707)
paragraph: — Ἀπὸ τὰς ἐκκλησίας τῆς πρωτευούσης δὲν ἔλαβον τὰ γράμματα καὶ τὰ ποιήματα τῆς φθινοπωρινῆς ἐποχῆς. (65, 1707, 332, 1754)
ad-heading: ΕΝ ΑΘΗΝΑΙΣ (1239, 1391, 1384, 1415)
ad-text: 13 Σεπτεμβρίου 13 (1253, 1671, 1369, 1685)
paragraph: Τὰ τελευταῖα τηλεγραφήματα ἐκ Νέας Ὑόρκης ἀναφέρουν, ὅτι ἡ ὑγεία τοῦ Προέδρου Μὰκ-Κίνλεϋ ἐβελτιώθη καὶ ἐμπνέουσα πλέον φόβους περὶ ἀμέσου κινδύνου. (888, 384, 1165, 448)
rule (1173, 862, 1450, 864)
ad-heading: ΤΟ Α' ΦΥΛΛΑΔΙΟΝ ΤΟΥ (1238, 1149, 1385, 1163)
article-heading: ΕΙΝΕ ΚΑΛΛΙΤΕΡΑ (963, 304, 1090, 321)
subheading: Ἔκθεσις εἰς τὸν Πύργον (381, 1649, 569, 1665)
ad-text: Θεραπεία ὀξείας Βλενορροίας δι' ὀλίγων ἡμερῶν ἀνευ ὀδύνης. Ἐξετάσεις διὰ τοῦ ἠλεκτρικοῦ μικροσκοπίου. (1173, 1692, 1308, 1787)
paragraph: Σήμερον τὴν πρωΐαν θὰ γίνουν αἱ γενικαὶ δοκιμαὶ τοῦ «Οἰδίποδος Τυράννου». Τὰ πρόσωπα διανεμήθησαν ὡς ἑξῆς : (342, 996, 608, 1043)
paragraph: — Τῆς παρελθούσης ἑβδομάδος ἐνεφανίσθη εἰς τὴν πλατείαν τοῦ Φαλήρου μία ὡραία καὶ ἐπιπόλαιος κυρία μὲ πλουσίαν κόμην. (65, 1094, 332, 1140)
paragraph: — Αὐτὸ τὸ ἐλλογισμένο εὐχήθηκε καὶ λέξι ! (75, 571, 315, 585)
paragraph: — Εἰς τὰ διάφορα γραφεῖα μάλιστα οἱ λαμβάνοντες ἐπιστολὰς ὑπάλληλοι μανθάνουν τὰ γράμματα ἐν τάξει καὶ ἀνοίγουν τὰ ἀρμόδια διὰ τὰ γράμματα. (65, 1400, 332, 1463)
paragraph: Κύριε διευθυντά, (703, 1507, 797, 1521)
calendar-date (65, 228, 332, 278)
paragraph: Ἡ ἐπιτροπὴ τοῦ Πανεπιστημίου ἀποφάσισε νὰ δοθῇ εἰς τοὺς φοιτητὰς τὰ ποσὰ διὰ τὰ ἐπίσημα γεύματα. (616, 870, 883, 917)
funeral-text: Λέλα Καποδιστρίου, Ναταλὴ Κονταγιαννάκη, Μαρία Καποδιστρίου. (1173, 786, 1450, 817)
dateline: ΠΑΡΙΣΙΟΙ, 28 Αὐγούστου. (898, 572, 1055, 586)
running-head: ΣΚΡΙΠ (737, 96, 833, 117)
paragraph: Ἀφικνούμεθα Πέμπτην ὥραν Τετάρτην μετὰ μεσημβρίαν. (616, 451, 883, 481)
paragraph: ΤΟΞΑ. «Τὸ Μπαλλέτο». (626, 1351, 756, 1365)
paragraph: — Ὁ κόσμος ζητεῖ εἰδήσεις ἀπὸ τὰ ἀνάκτορα. (75, 1833, 325, 1847)
ad-address: 148 — ΟΔΟΣ ΑΙΟΛΟΥ — 148 (1205, 1900, 1417, 1917)
paragraph: Εἰς τὸ Ὡραῖο συνελήφθη ἐκ Κωνσταντινουπόλεως ὁ κατάδικος. (616, 1142, 883, 1173)
article-heading: ΔΙΑΤΡΙΒΑΙ (616, 1468, 883, 1502)
dateline: ΘΕΣΣΑΛΟΝΙΚΗ, 28 Αὐγούστου (Δι' ἐμμέσου ὁδοῦ). (888, 1323, 1165, 1353)
paragraph: — Τέλος πάντων ἔγινε τὸ νέον Ἐθνικὸν Τυπογραφεῖον εἰς τὴν ὁδὸν Καποδιστρίου. (65, 1964, 332, 1994)
rule (888, 1463, 1165, 1464)
subheading: Ὁ Ρουμανικὸς ὕμνος (395, 1529, 555, 1546)
rule (888, 835, 1165, 836)
paragraph: — Διὰ νὰ λείψουν καὶ αἱ τρομακτικαὶ φωναὶ τῶν ἀντικειμένων. (342, 276, 608, 306)
notice-signature: Librairie internationale et Universitaire (1202, 239, 1420, 253)
paragraph: — Ἐκάθητο μὲ τὰς σαρκίας ἔνδυμα τῆς πλατείας καὶ ἐπὶ τὸ σιγάρο του. (65, 1147, 332, 1178)
paragraph: — Οἱ φοιτηταὶ ἐπέστρεψαν καὶ ἡ πόλις εἰσῆλθε εἰς τὴν ζωὴν. (65, 1761, 332, 1790)
rule (888, 1237, 1165, 1238)
dateline: Ἐν Πειραιεῖ τῇ 28 Αὐγούστου 1901. (651, 295, 849, 309)
paragraph: Αὔριον Τετάρτην ὁ Τσάρος θὰ ἐπιτελέσῃ μετὰ τοῦ Γουλιέλμου τὴν ἐπιθεώρησιν τοῦ Προθλείου μέχρις τοῦ ἐμπόρου τῆς Δουνκέρκης. Τὴν Πέμπτην θὰ παρακολουθήσωσι τὰ μεγάλα στρατιωτικὰ γυμνάσια, τὸ δὲ Σάββατον ὁ Τσάρος ἀναχωρεῖ ἐπανακάμπτων εἰς Ρωσσίαν. (888, 712, 1165, 807)
subheading: Πεντακόσιοι ἀποσεβάζαλημα (637, 849, 863, 866)
rule (1173, 1239, 1450, 1240)
paragraph: Τετάρτη 29 Αὐγούστου. Εἰς Βόρειον ἐν Κέρκυραν, ἀναχωροῦσι σήμερον. Εἰς Κρήτην ἐν Πειραιεῖ (ἄνευ 10 π. μ.) 11 π. μ. (616, 1202, 883, 1249)
